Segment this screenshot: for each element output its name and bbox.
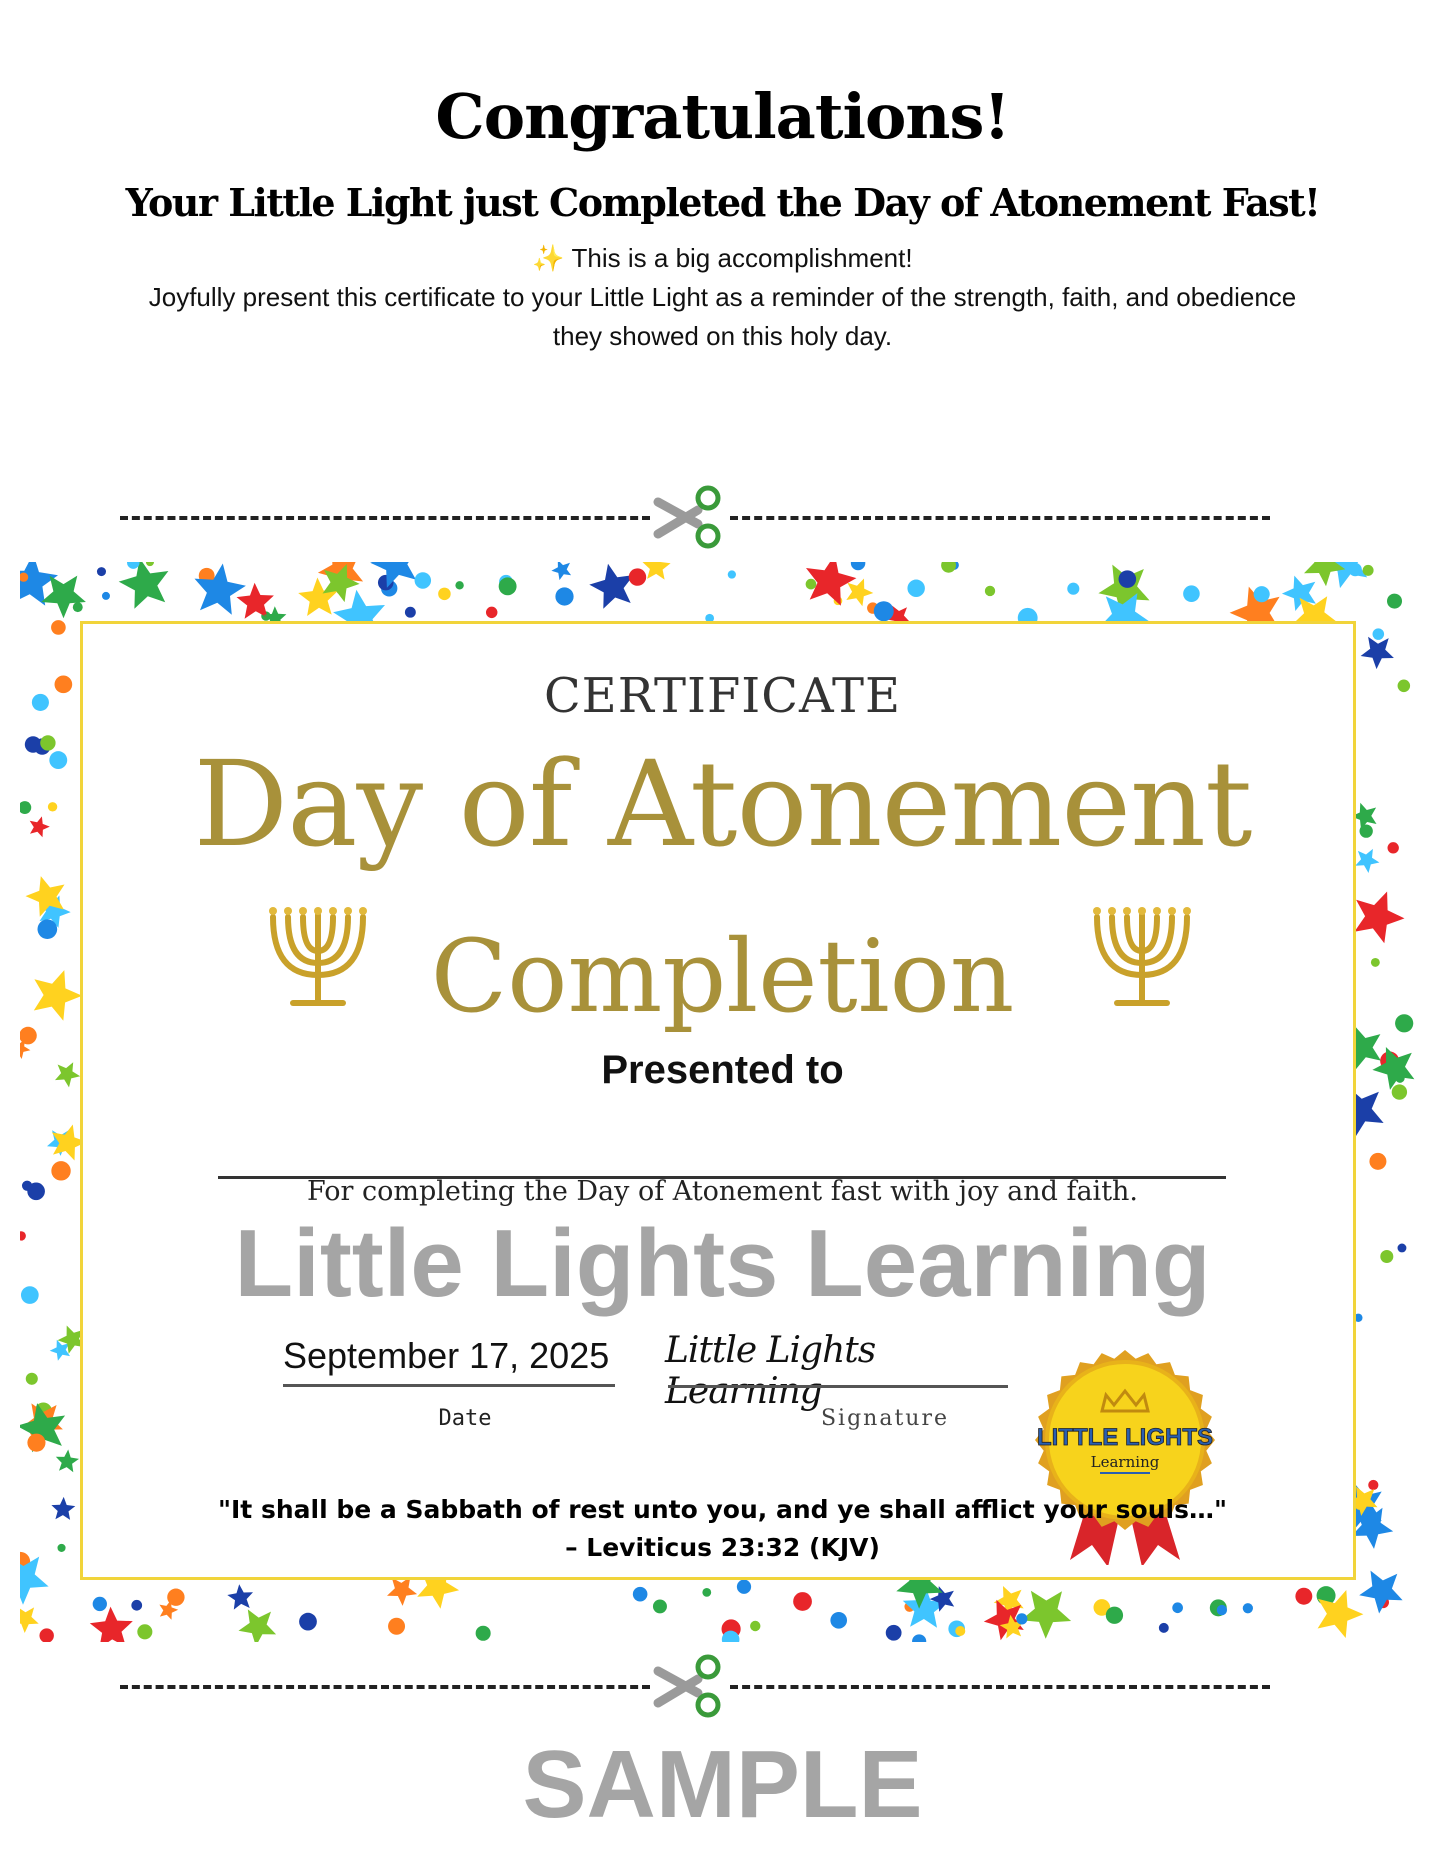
- border-dot: [806, 579, 817, 590]
- border-dot: [486, 607, 497, 618]
- border-star: [90, 1607, 133, 1642]
- border-star: [1021, 1591, 1071, 1639]
- page-title: Congratulations!: [435, 80, 1010, 153]
- border-dot: [912, 1634, 926, 1642]
- border-star: [119, 562, 169, 609]
- page-subtitle: Your Little Light just Completed the Day of Atonement Fast!: [125, 180, 1320, 225]
- border-star: [846, 579, 873, 607]
- border-dot: [851, 562, 865, 570]
- border-dot: [97, 567, 106, 576]
- border-dot: [51, 620, 66, 635]
- border-dot: [1159, 1623, 1169, 1633]
- border-dot: [874, 601, 894, 621]
- border-dot: [388, 1618, 405, 1635]
- border-dot: [455, 581, 463, 589]
- border-dot: [137, 1624, 152, 1639]
- border-dot: [1172, 1602, 1183, 1613]
- border-dot: [1387, 594, 1402, 609]
- border-star: [239, 1609, 277, 1642]
- border-dot: [1016, 1613, 1027, 1624]
- border-dot: [146, 562, 154, 566]
- date-label: Date: [438, 1406, 492, 1431]
- award-seal-logo: [1030, 1345, 1220, 1565]
- intro-line-1: [0, 243, 1445, 274]
- border-dot: [1369, 1153, 1386, 1170]
- seal-tagline: Learning: [1090, 1453, 1160, 1471]
- border-dot: [1067, 583, 1079, 595]
- sparkles-icon: ✨: [532, 243, 565, 273]
- signature-value: Little Lights Learning: [665, 1330, 876, 1412]
- border-dot: [728, 570, 736, 578]
- menorah-icon: [258, 905, 378, 1015]
- border-dot: [476, 1626, 491, 1641]
- border-dot: [750, 1621, 760, 1631]
- border-dot: [1368, 1480, 1378, 1490]
- presented-to-label: Presented to: [601, 1048, 844, 1092]
- border-dot: [73, 602, 83, 612]
- certificate-subtitle: Completion: [430, 918, 1015, 1035]
- border-dot: [886, 1625, 902, 1641]
- border-dot: [1363, 565, 1374, 576]
- signature-label: Signature: [820, 1406, 950, 1431]
- border-dot: [702, 1588, 711, 1597]
- date-line: [283, 1384, 615, 1387]
- date-value: September 17, 2025: [283, 1335, 610, 1376]
- cut-line-top: [120, 506, 1270, 530]
- border-dot: [1254, 586, 1270, 602]
- border-dot: [167, 1589, 184, 1606]
- border-dot: [27, 1434, 45, 1452]
- border-dot: [1243, 1603, 1253, 1613]
- border-dot: [1106, 1607, 1123, 1624]
- scissors-icon: [650, 484, 730, 550]
- border-dot: [830, 1612, 847, 1629]
- cut-line-bottom: [120, 1675, 1270, 1699]
- border-star: [1359, 1571, 1402, 1614]
- border-dot: [955, 1626, 965, 1636]
- border-star: [227, 1584, 253, 1609]
- certificate-title: Day of Atonement: [193, 735, 1252, 873]
- border-dot: [629, 568, 646, 585]
- border-dot: [102, 592, 110, 600]
- scissors-icon: [650, 1653, 730, 1719]
- border-dot: [793, 1592, 812, 1611]
- menorah-icon: [1082, 905, 1202, 1015]
- border-dot: [127, 562, 139, 569]
- border-star: [56, 1450, 79, 1473]
- border-dot: [1373, 628, 1385, 640]
- border-dot: [131, 1600, 142, 1611]
- border-dot: [941, 562, 956, 573]
- border-dot: [1295, 1588, 1312, 1605]
- seal-brand: LITTLE LIGHTS: [1037, 1424, 1213, 1451]
- border-dot: [438, 588, 451, 601]
- border-dot: [985, 586, 995, 596]
- border-dot: [1183, 585, 1200, 602]
- border-star: [20, 1607, 39, 1633]
- border-dot: [555, 587, 573, 605]
- intro-line-3: they showed on this holy day.: [552, 321, 893, 351]
- border-dot: [1119, 570, 1137, 588]
- border-star: [551, 562, 571, 580]
- border-dot: [26, 1373, 38, 1385]
- certificate-heading: CERTIFICATE: [543, 668, 902, 724]
- watermark-brand: Little Lights Learning: [234, 1210, 1211, 1317]
- scripture-reference: – Leviticus 23:32 (KJV): [565, 1533, 880, 1562]
- border-dot: [907, 580, 924, 597]
- certificate-reason: For completing the Day of Atonement fast with joy and faith.: [306, 1176, 1139, 1207]
- intro-line-2: Joyfully present this certificate to your Little Light as a reminder of the strength, faith, and obedience: [148, 282, 1297, 312]
- border-dot: [1217, 1605, 1227, 1615]
- border-star: [387, 1577, 417, 1606]
- border-dot: [653, 1599, 667, 1613]
- intro-text-1: This is a big accomplishment!: [571, 243, 913, 273]
- border-dot: [39, 1628, 53, 1642]
- border-dot: [405, 607, 416, 618]
- border-star: [643, 562, 671, 580]
- border-dot: [93, 1597, 107, 1611]
- border-star: [1361, 637, 1394, 669]
- scripture-quote: "It shall be a Sabbath of rest unto you, and ye shall afflict your souls…": [217, 1495, 1228, 1524]
- border-dot: [299, 1613, 317, 1631]
- border-dot: [633, 1587, 648, 1602]
- watermark-sample: SAMPLE: [522, 1731, 923, 1838]
- border-dot: [415, 572, 431, 588]
- border-dot: [737, 1580, 751, 1594]
- border-dot: [499, 577, 517, 595]
- border-star: [589, 564, 633, 609]
- signature-line: [668, 1385, 1008, 1388]
